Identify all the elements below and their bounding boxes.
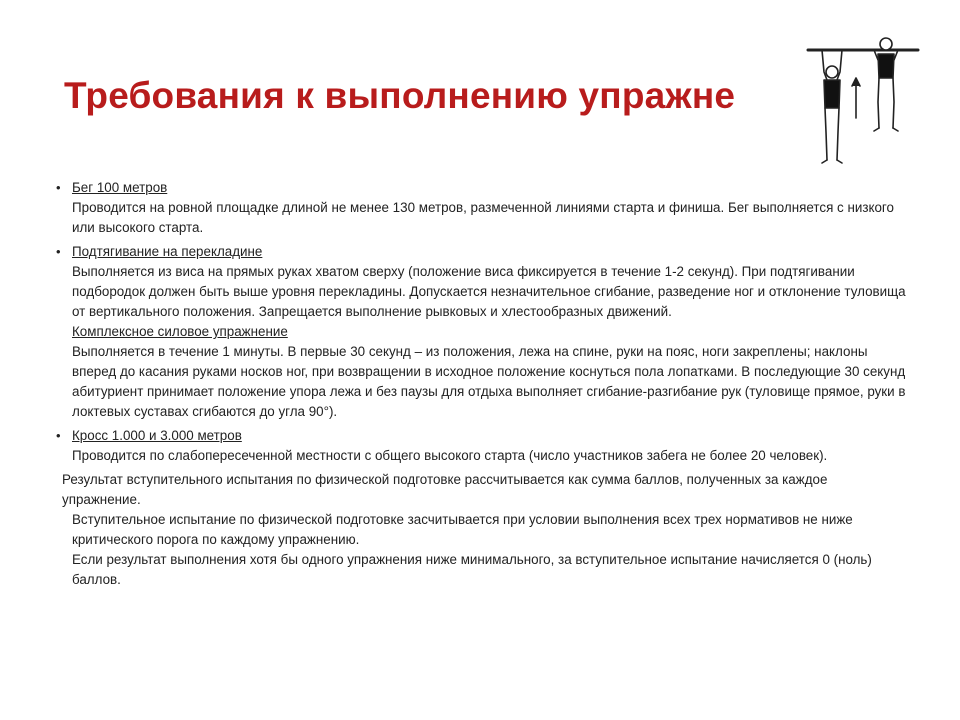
- list-item: [56, 178, 906, 238]
- requirements-content: [56, 178, 906, 590]
- item-subheading: Комплексное силовое упражнение: [72, 324, 288, 339]
- bullet-icon: •: [56, 428, 61, 443]
- item-text: Выполняется в течение 1 минуты. В первые 30 секунд – из положения, лежа на спине, руки на пояс, ноги закреплены; наклоны вперед до касания руками носков ног, при возвращении в исходное положение коснуться пола лопатками. В последующие 30 секунд абитуриент принимает положение упора лежа и без паузы для отдыха выполняет сгибание-разгибание рук (туловище прямое, руки в локтевых суставах сгибаются до угла 90°).: [72, 344, 906, 419]
- bullet-icon: •: [56, 180, 61, 195]
- item-heading: Кросс 1.000 и 3.000 метров: [72, 428, 242, 443]
- summary-text: Если результат выполнения хотя бы одного упражнения ниже минимального, за вступительное испытание начисляется 0 (ноль) баллов.: [72, 552, 872, 587]
- pull-up-illustration-icon: [800, 32, 928, 168]
- bullet-icon: •: [56, 244, 61, 259]
- summary-block: [56, 470, 906, 590]
- item-text: Проводится на ровной площадке длиной не менее 130 метров, размеченной линиями старта и финиша. Бег выполняется с низкого или высокого старта.: [72, 200, 894, 235]
- item-heading: Бег 100 метров: [72, 180, 168, 195]
- summary-text: Вступительное испытание по физической подготовке засчитывается при условии выполнения всех трех нормативов не ниже критического порога по каждому упражнению.: [72, 512, 853, 547]
- list-item: [56, 426, 906, 466]
- slide-title: Требования к выполнению упражне: [64, 75, 736, 116]
- item-text: Проводится по слабопересеченной местности с общего высокого старта (число участников забега не более 20 человек).: [72, 448, 828, 463]
- summary-text: Результат вступительного испытания по физической подготовке рассчитывается как сумма баллов, полученных за каждое упражнение.: [62, 472, 828, 507]
- list-item: [56, 242, 906, 422]
- item-text: Выполняется из виса на прямых руках хватом сверху (положение виса фиксируется в течение 1-2 секунд). При подтягивании подбородок должен быть выше уровня перекладины. Допускается незначительное сгибание, разведение ног и отклонение туловища от вертикального положения. Запрещается выполнение рывковых и хлестообразных движений.: [72, 264, 906, 319]
- item-heading: Подтягивание на перекладине: [72, 244, 263, 259]
